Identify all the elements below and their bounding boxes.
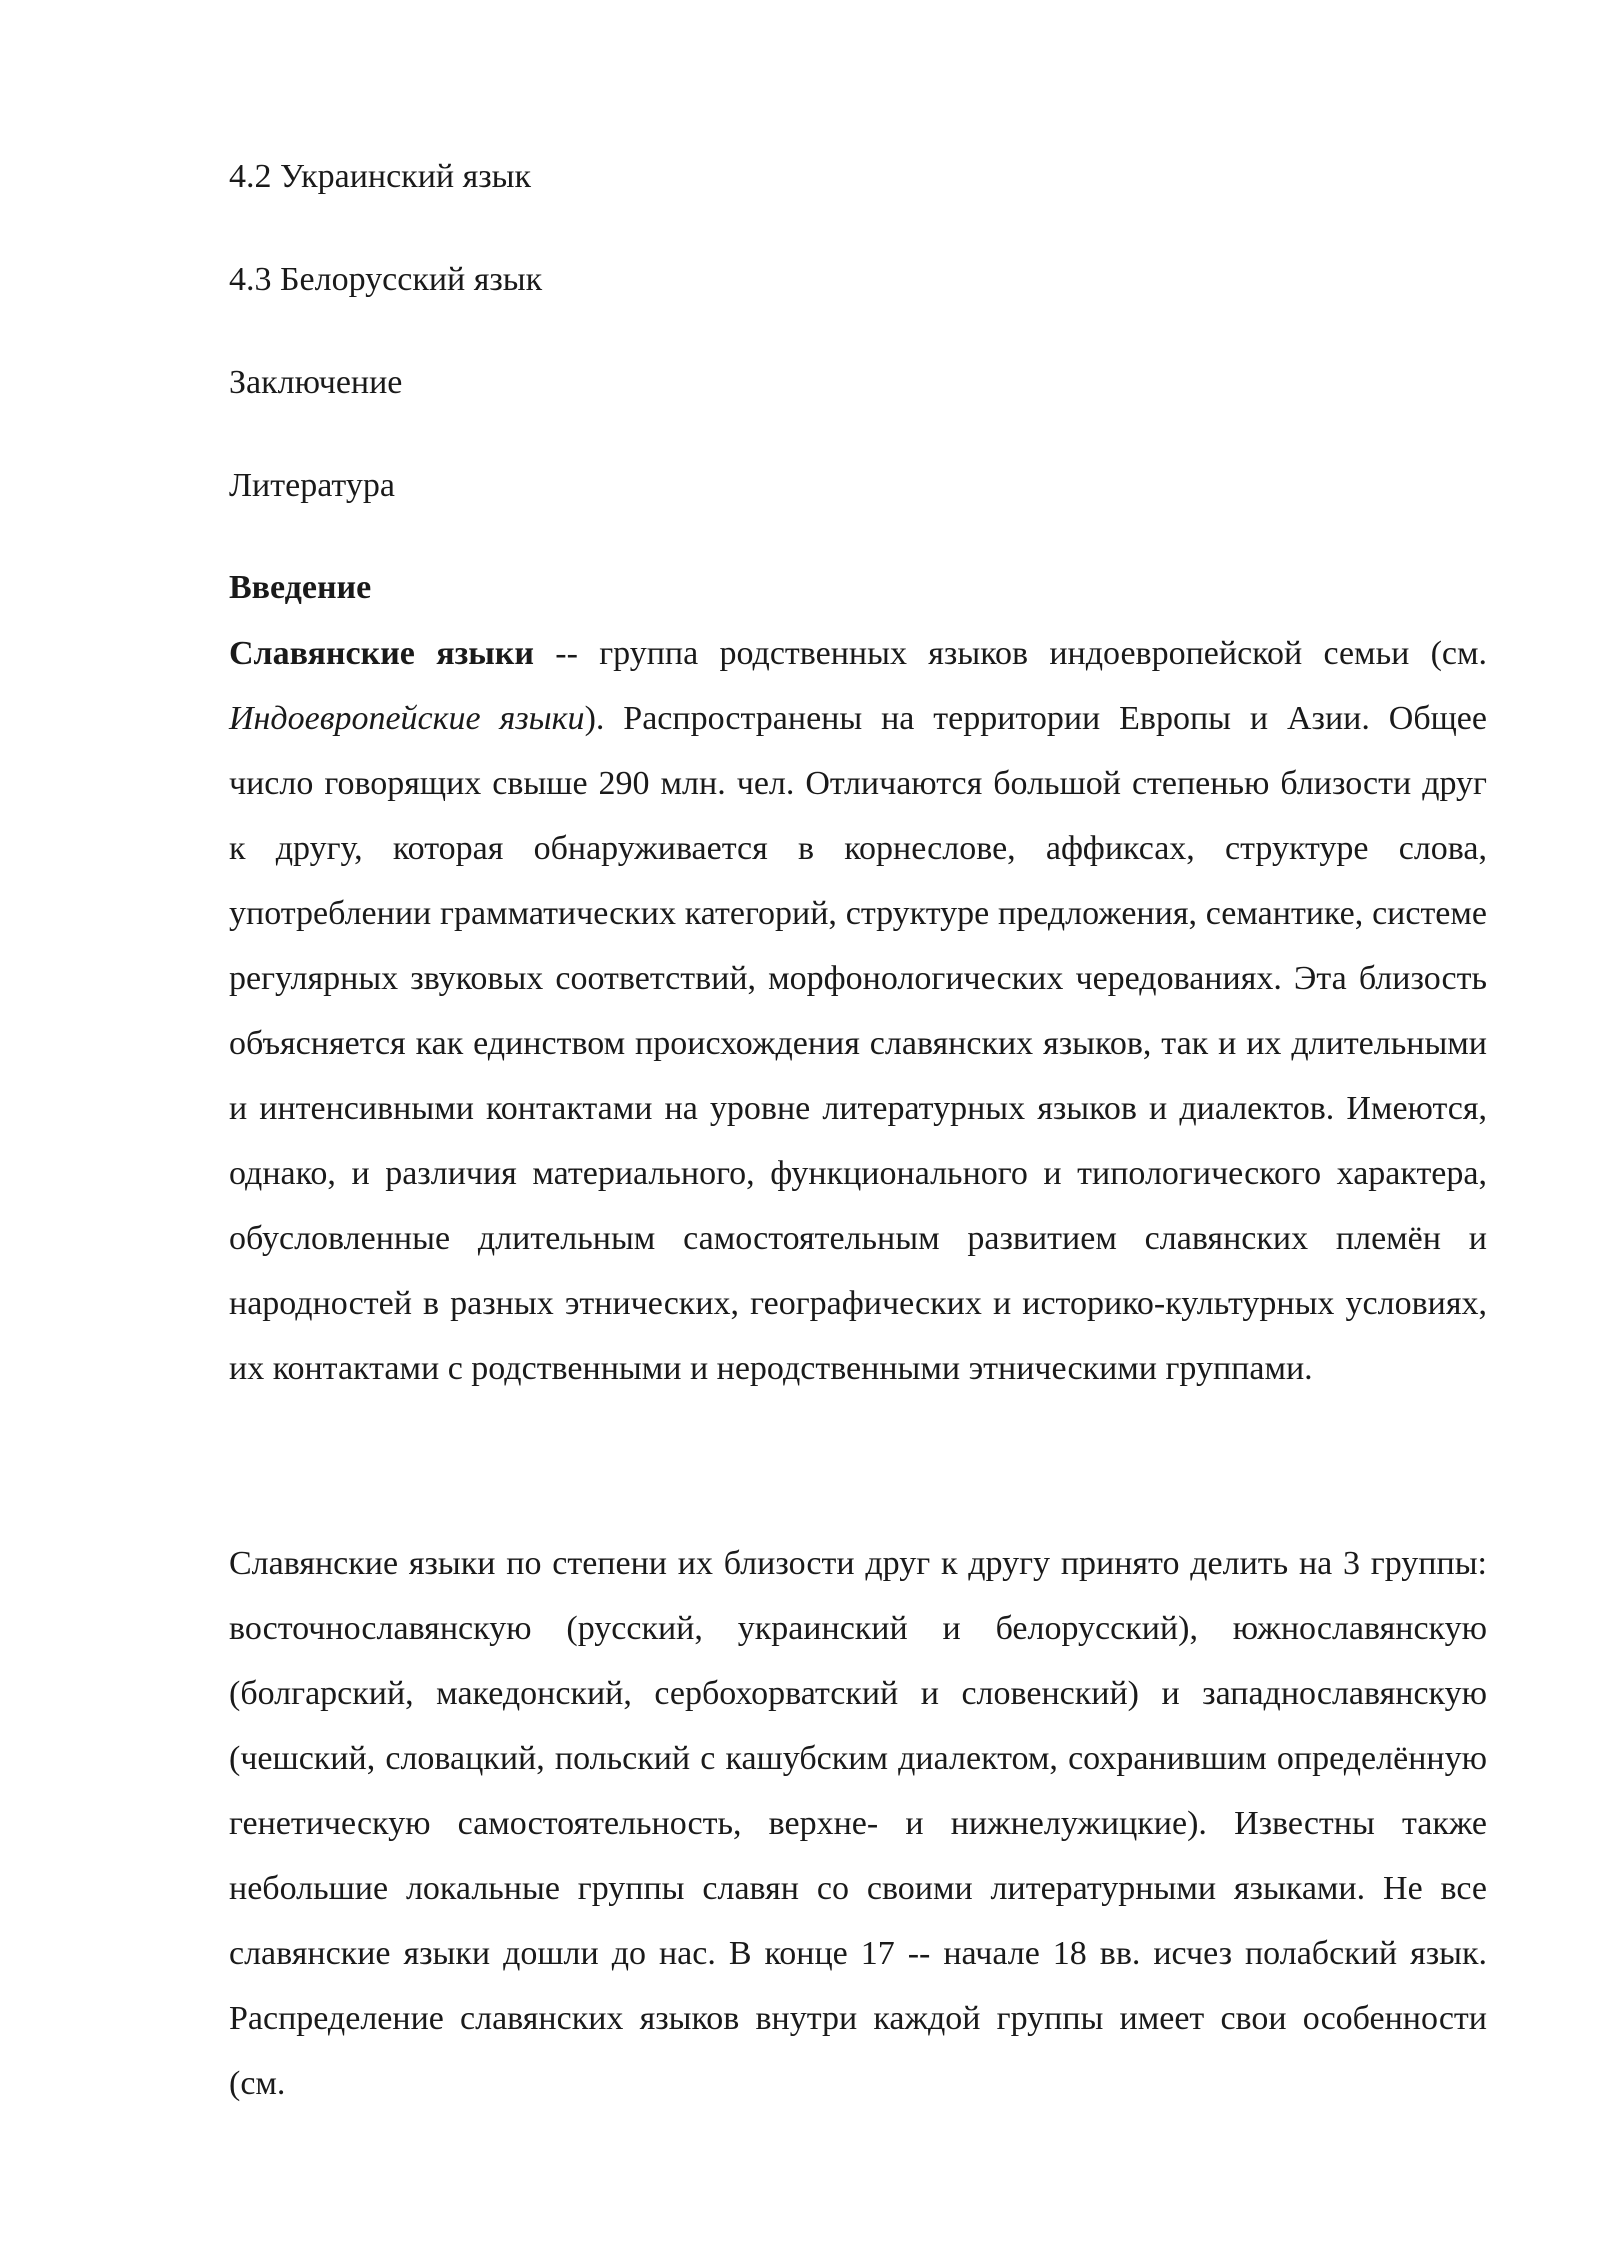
paragraph-intro — [229, 621, 1487, 1401]
paragraph-italic-reference: Индоевропейские языки — [229, 700, 585, 737]
paragraph-lead-term: Славянские языки — [229, 635, 534, 672]
toc-item-conclusion[interactable]: Заключение — [229, 364, 403, 401]
section-heading-introduction: Введение — [229, 569, 372, 606]
toc-item-ukrainian[interactable]: 4.2 Украинский язык — [229, 158, 532, 195]
toc-item-literature[interactable]: Литература — [229, 467, 395, 504]
paragraph-rest-text: ). Распространены на территории Европы и Азии. Общее число говорящих свыше 290 млн. чел. Отличаются большой степенью близости друг к другу, которая обнаруживается в корнеслове, аффиксах, структуре слова, употреблении грамматических категорий, структуре предложения, семантике, системе регулярных звуковых соответствий, морфонологических чередованиях. Эта близость объясняется как единством происхождения славянских языков, так и их длительными и интенсивными контактами на уровне литературных языков и диалектов. Имеются, однако, и различия материального, функционального и типологического характера, обусловленные длительным самостоятельным развитием славянских племён и народностей в разных этнических, географических и историко-культурных условиях, их контактами с родственными и неродственными этническими группами. — [229, 700, 1487, 1387]
paragraph-groups: Славянские языки по степени их близости друг к другу принято делить на 3 группы: восточнославянскую (русский, украинский и белорусский), южнославянскую (болгарский, македонский, сербохорватский и словенский) и западнославянскую (чешский, словацкий, польский с кашубским диалектом, сохранившим определённую генетическую самостоятельность, верхне- и нижнелужицкие). Известны также небольшие локальные группы славян со своими литературными языками. Не все славянские языки дошли до нас. В конце 17 -- начале 18 вв. исчез полабский язык. Распределение славянских языков внутри каждой группы имеет свои особенности (см. — [229, 1545, 1487, 2102]
toc-item-belarusian[interactable]: 4.3 Белорусский язык — [229, 261, 543, 298]
paragraph-dash-text: -- группа родственных языков индоевропейской семьи (см. — [533, 635, 1487, 672]
